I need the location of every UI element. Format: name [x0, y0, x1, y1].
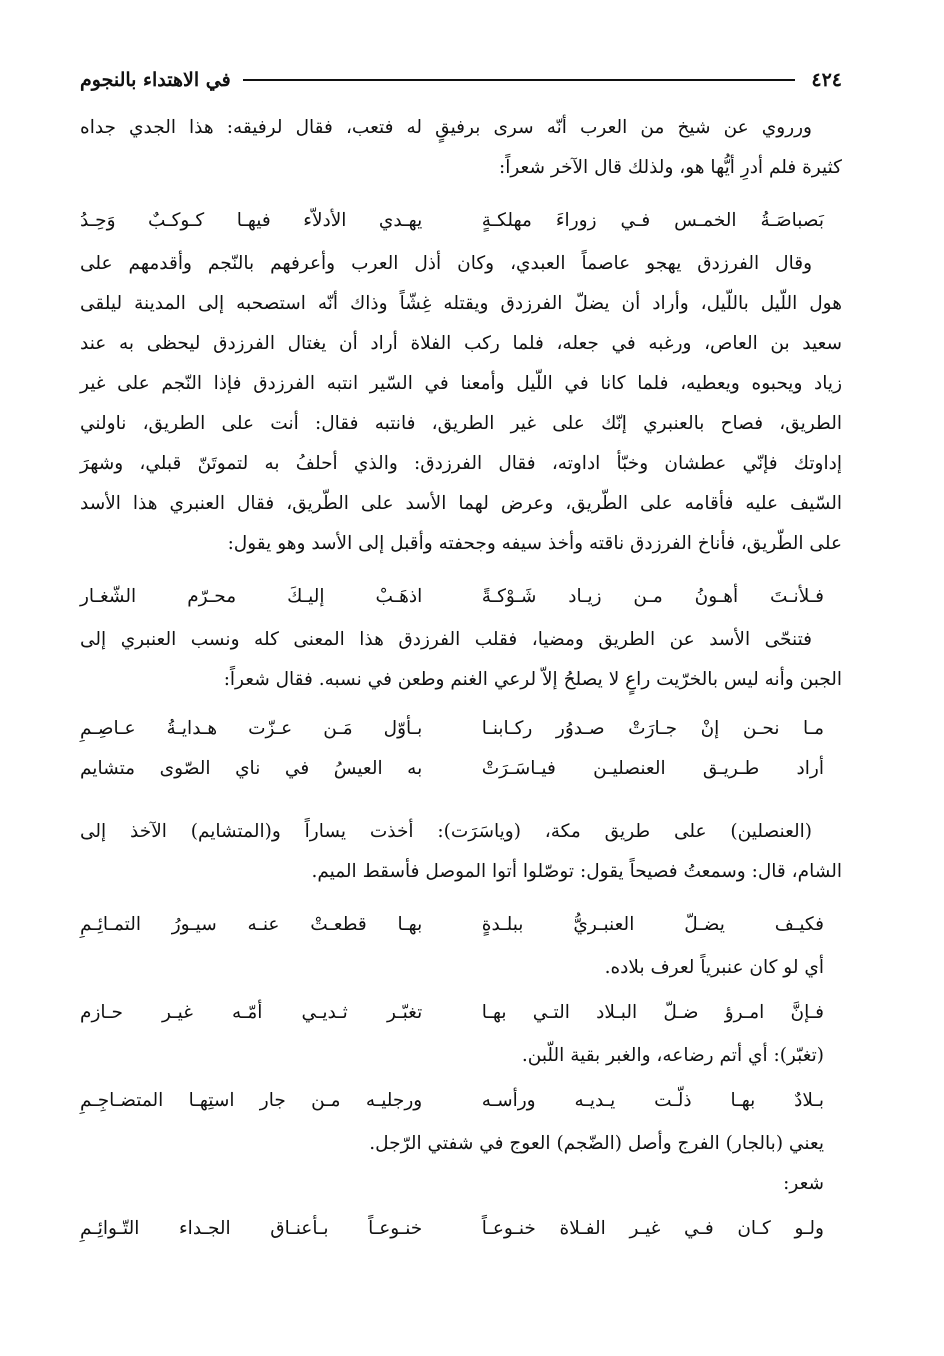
paragraph-line: كثيرة فلم أدرِ أيُّها هو، ولذلك قال الآخر شعراً:	[498, 157, 842, 178]
paragraph-line: السّيف عليه فأقامه على الطّريق، وعرض لهما الأسد على الطّريق، فقال العنبري هذا الأسد	[80, 493, 842, 514]
paragraph-line: (العنصلين) على طريق مكة، (وياسَرَت): أخذت يساراً و(المتشايم) الآخذ إلى	[80, 821, 812, 842]
note-line: شعر:	[783, 1173, 824, 1194]
verse-second-hemistich: بـأوّل مَـن عـزّت هـدايـةُ عـاصِـمِ	[80, 717, 423, 739]
verse-second-hemistich: به العيسُ في ناي الصّوى متشايم	[80, 757, 423, 779]
verse-second-hemistich: ورجليـه مـن جار استِهـا المتضـاجِـمِ	[80, 1089, 423, 1111]
paragraph-line: سعيد بن العاص، ورغبه في جعله، فلما ركب الفلاة أراد أن يغتال الفرزدق ليحظى به عند	[80, 333, 842, 354]
paragraph-line: على الطّريق، فأناخ الفرزدق ناقته وأخذ سيفه وجحفته وأقبل إلى الأسد وهو يقول:	[227, 533, 842, 554]
verse-first-hemistich: ولـو كـان فـي غيـر الفـلاة خنـوعـاً	[481, 1217, 824, 1239]
verse-line	[80, 748, 842, 788]
paragraph-line: هول اللّيل باللّيل، وأراد أن يضلّ الفرزدق ويقتله غِشّاً وذاك أنّه استصحبه إلى المدينة ليلقى	[80, 293, 842, 314]
paragraph-line: الجبن وأنه ليس بالخرّيت راعٍ لا يصلحُ إلاّ لرعي الغنم وطعن في نسبه. فقال شعراً:	[223, 669, 842, 690]
spacer	[80, 788, 842, 812]
verse-first-hemistich: بـلادٌ بهـا ذلّـت يـديـه ورأسـه	[481, 1089, 824, 1111]
verse-second-hemistich: بهـا قطعـتْ عنـه سيـورُ التمـائِـمِ	[80, 913, 423, 935]
verse-line	[80, 988, 842, 1036]
running-title: في الاهتداء بالنجوم	[80, 69, 231, 91]
verse-second-hemistich: خنـوعـاً بـأعنـاق الجـداء التّـوائِـمِ	[80, 1217, 423, 1239]
spacer	[80, 700, 842, 708]
spacer	[80, 100, 842, 108]
paragraph-line: فتنحّى الأسد عن الطريق ومضيا، فقلب الفرزدق هذا المعنى كله ونسب العنبري إلى	[80, 629, 812, 650]
verse-first-hemistich: أراد طـريـق العنصليـن فيـاسَـرَتْ	[481, 757, 824, 779]
paragraph-line: الطريق، فصاح بالعنبري إنّك على غير الطريق، فانتبه فقال: أنت على الطريق، ناولني	[80, 413, 842, 434]
paragraph-line: إداوتك فإنّي عطشان وخبّأ اداوته، فقال الفرزدق: والذي أحلفُ به لتموتَنّ قبلي، وشهرَ	[80, 453, 842, 474]
verse-line	[80, 900, 842, 948]
paragraph-line: زياد ويحبوه ويعطيه، فلما كانا في اللّيل وأمعنا في السّير انتبه الفرزدق فإذا النّجم على غير	[80, 373, 842, 394]
verse-line	[80, 572, 842, 620]
verse-first-hemistich: فـلأنـتَ أهـونُ مـن زيـاد شَـوْكـةً	[481, 585, 824, 607]
spacer	[80, 564, 842, 572]
verse-line	[80, 708, 842, 748]
note-line: أي لو كان عنبرياً لعرف بلاده.	[604, 957, 824, 978]
verse-line	[80, 1204, 842, 1252]
header-rule	[243, 79, 796, 81]
verse-line	[80, 196, 842, 244]
verse-first-hemistich: فكيـف يضـلّ العنبـريُّ ببلـدةٍ	[481, 913, 824, 935]
page-body	[80, 108, 842, 1252]
spacer	[80, 892, 842, 900]
verse-second-hemistich: يهـدي الأدلاّء فيهـا كـوكـبٌ وَحِـدُ	[80, 209, 423, 231]
verse-second-hemistich: اذهَـبْ إليـكَ محـرّم الشّغـار	[80, 585, 423, 607]
note-line: (تغبّر): أي أتم رضاعه، والغبر بقية اللّبن.	[521, 1045, 824, 1066]
verse-first-hemistich: مـا نحـن إنْ جـارَتْ صـدوُر ركـابنـا	[481, 717, 824, 739]
paragraph-line: الشام، قال: وسمعتُ فصيحاً يقول: توصّلوا أتوا الموصل فأسقط الميم.	[311, 861, 842, 882]
verse-first-hemistich: فـإنَّ امـرؤ ضـلّ البـلاد التـي بهـا	[481, 1001, 824, 1023]
note-line: يعني (بالجار) الفرج وأصل (الضّجم) العوج في شفتي الرّجل.	[369, 1133, 824, 1154]
page-number: ٤٢٤	[811, 69, 842, 91]
verse-second-hemistich: تغبّـر ثـديـي أمّـه غيـر حـازم	[80, 1001, 423, 1023]
book-page	[80, 60, 842, 1340]
paragraph-line: ورروي عن شيخ من العرب أنّه سرى برفيقٍ له فتعب، فقال لرفيقه: هذا الجدي جداه	[80, 117, 812, 138]
spacer	[80, 188, 842, 196]
verse-first-hemistich: بَصباصَـةُ الخمـس فـي زوراءَ مهلكـةٍ	[481, 209, 824, 231]
verse-line	[80, 1076, 842, 1124]
paragraph-line: وقال الفرزدق يهجو عاصماً العبدي، وكان أذل العرب وأعرفهم بالنّجم وأقدمهم على	[80, 253, 812, 274]
running-header	[80, 60, 842, 100]
